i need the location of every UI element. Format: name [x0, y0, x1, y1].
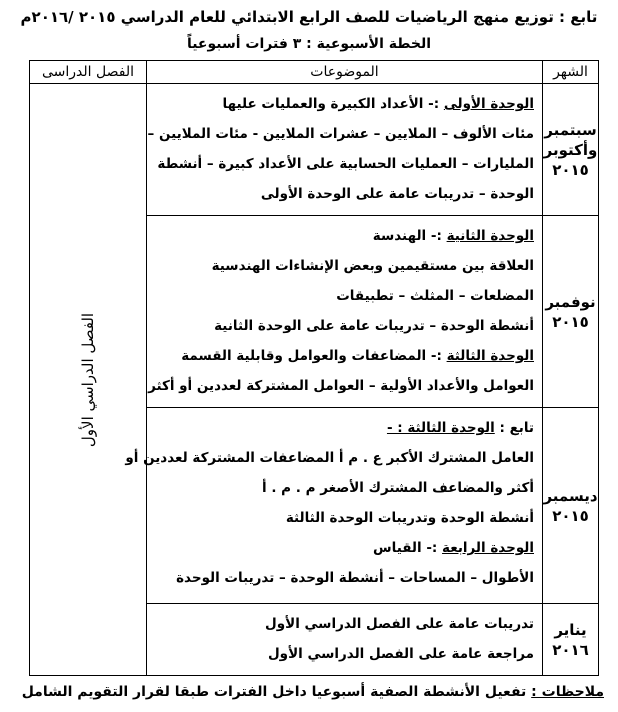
month-year: ٢٠١٦	[552, 640, 589, 659]
topic-text: العلاقة بين مستقيمين وبعض الإنشاءات الهندسية	[211, 258, 534, 274]
topic-text: مئات الألوف – الملايين – عشرات الملايين - مئات الملايين –	[147, 126, 534, 142]
month-cell	[543, 408, 599, 604]
month-year: ٢٠١٥	[552, 312, 589, 331]
topic-text: الوحدة – تدريبات عامة على الوحدة الأولى	[260, 186, 534, 202]
table-row	[30, 84, 599, 216]
topics-cell	[147, 216, 543, 408]
header-term: الفصل الدراسى	[30, 61, 147, 84]
topic-text: أنشطة الوحدة وتدريبات الوحدة الثالثة	[285, 510, 534, 526]
document-title: تابع : توزيع منهج الرياضيات للصف الرابع الابتدائي للعام الدراسي ٢٠١٥ /٢٠١٦م	[20, 8, 598, 26]
month-name: سبتمبر وأكتوبر	[543, 120, 598, 159]
topics-cell	[125, 408, 543, 604]
topic-text: العوامل والأعداد الأولية – العوامل المشتركة لعددين أو أكثر	[148, 378, 534, 394]
topics-cell	[147, 604, 543, 676]
topic-line	[125, 443, 534, 473]
topic-line	[153, 413, 534, 443]
topic-text: أنشطة الوحدة – تدريبات عامة على الوحدة الثانية	[214, 318, 534, 334]
month-name: يناير	[554, 620, 587, 639]
topic-line	[153, 179, 534, 209]
topic-text: الأطوال – المساحات – أنشطة الوحدة – تدريبات الوحدة	[176, 570, 534, 586]
topic-text: العامل المشترك الأكبر ع . م أ المضاعفات المشتركة لعددين أو	[125, 450, 534, 466]
topic-line	[153, 341, 534, 371]
unit-label: الوحدة الأولى	[443, 96, 534, 112]
topic-line	[153, 473, 534, 503]
notes	[10, 684, 604, 700]
topic-line	[153, 89, 534, 119]
topic-line	[153, 311, 534, 341]
unit-label: الوحدة الرابعة	[442, 540, 534, 556]
month-year: ٢٠١٥	[552, 160, 589, 179]
topic-line	[153, 533, 534, 563]
topic-line	[153, 251, 534, 281]
weekly-plan-subtitle: الخطة الأسبوعية : ٣ فترات أسبوعياً	[186, 36, 432, 52]
month-name: نوفمبر	[545, 292, 596, 311]
topic-line	[153, 639, 534, 669]
month-year: ٢٠١٥	[552, 506, 589, 525]
topic-text: تدريبات عامة على الفصل الدراسي الأول	[265, 616, 534, 632]
month-cell	[543, 604, 599, 676]
topic-line	[148, 371, 534, 401]
month-cell	[543, 84, 599, 216]
topic-text: :- المضاعفات والعوامل وقابلية القسمة	[181, 348, 447, 364]
topic-line	[147, 119, 534, 149]
table-header-row	[30, 61, 599, 84]
month-cell	[543, 216, 599, 408]
topic-line	[153, 149, 534, 179]
topic-line	[153, 281, 534, 311]
topic-line	[153, 563, 534, 593]
unit-label: الوحدة الثانية	[446, 228, 534, 244]
topic-text: :- القياس	[373, 540, 443, 556]
unit-label: الوحدة الثالثة : -	[386, 420, 495, 436]
header-month: الشهر	[543, 61, 599, 84]
topic-line	[153, 221, 534, 251]
topic-line	[153, 609, 534, 639]
unit-label: الوحدة الثالثة	[446, 348, 534, 364]
topics-cell	[147, 84, 543, 216]
topic-prefix: تابع :	[494, 420, 534, 436]
term-label: الفصل الدراسي الأول	[79, 312, 97, 447]
notes-label: ملاحظات :	[531, 684, 604, 700]
header-topics: الموضوعات	[147, 61, 543, 84]
topic-text: أكثر والمضاعف المشترك الأصغر م . م . أ	[262, 480, 534, 496]
topic-text: :- الأعداد الكبيرة والعمليات عليها	[222, 96, 444, 112]
curriculum-table	[29, 60, 599, 676]
topic-text: :- الهندسة	[372, 228, 447, 244]
topic-text: المليارات – العمليات الحسابية على الأعداد كبيرة – أنشطة	[157, 156, 534, 172]
topic-text: مراجعة عامة على الفصل الدراسي الأول	[267, 646, 534, 662]
term-cell	[30, 84, 147, 676]
topic-line	[153, 503, 534, 533]
notes-text: تفعيل الأنشطة الصفية أسبوعيا داخل الفترات طبقا لقرار التقويم الشامل	[21, 684, 532, 700]
topic-text: المضلعات – المثلث – تطبيقات	[336, 288, 534, 304]
month-name: ديسمبر	[543, 486, 598, 505]
